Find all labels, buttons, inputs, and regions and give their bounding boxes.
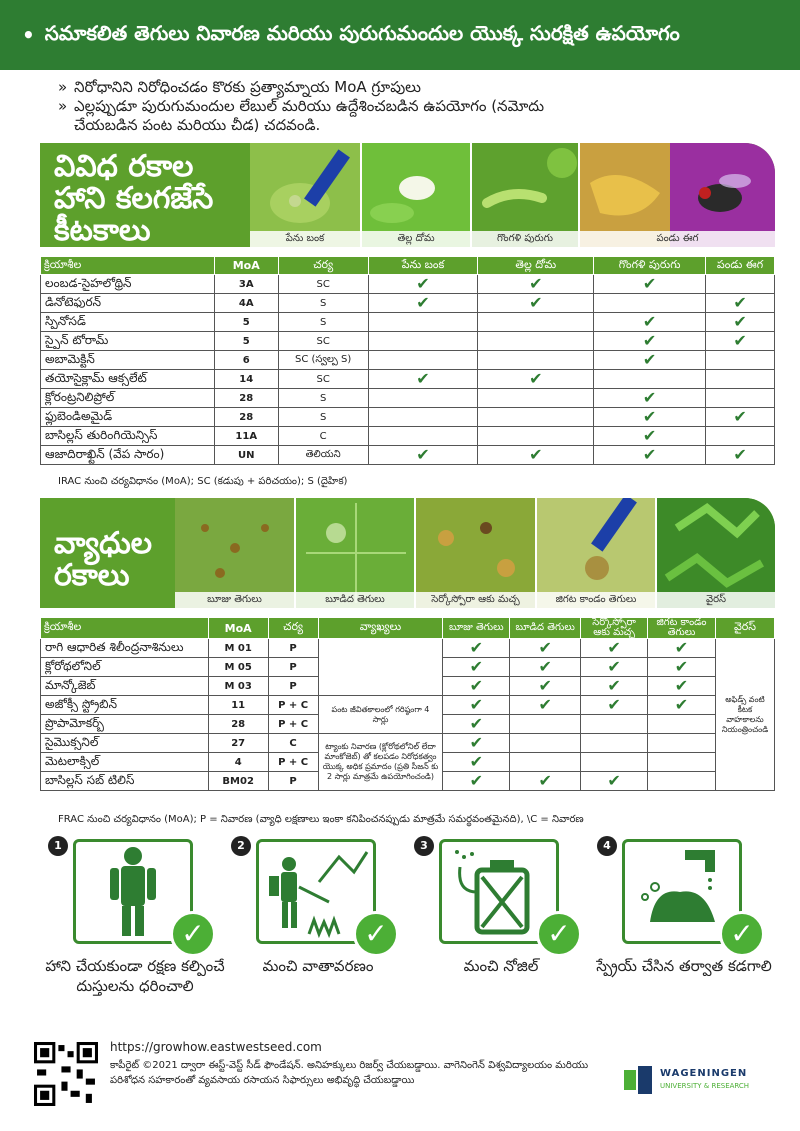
- check-cell: ✔: [510, 658, 581, 677]
- disease-note: FRAC నుంచి చర్యవిధానం (MoA); P = నివారణ (వ్యాధి లక్షణాలు ఇంకా కనిపించనప్పుడు మాత్రమే సమర్థవంతమైనది), \C = నివారణ: [58, 814, 584, 825]
- check-cell: [648, 734, 716, 753]
- check-icon: ✓: [536, 911, 582, 957]
- pests-banner: [40, 143, 775, 247]
- check-icon: ✓: [719, 911, 765, 957]
- disease-action-cell: P: [268, 772, 318, 791]
- disease-table-row: [41, 639, 775, 658]
- check-cell: [510, 734, 581, 753]
- pest-name-cell: డినోటెఫురన్: [41, 294, 215, 313]
- pest-name-cell: బాసిల్లస్ తురింగియెన్సిస్: [41, 427, 215, 446]
- check-cell: ✔: [706, 294, 775, 313]
- check-cell: [368, 332, 478, 351]
- disease-table: [40, 617, 775, 791]
- check-cell: ✔: [443, 658, 510, 677]
- pest-table-header: క్రియాశీల MoA చర్య పేను బంక తెల్ల దోమ గొంగళి పురుగు పండు ఈగ: [41, 257, 775, 275]
- pest-action-cell: S: [278, 313, 368, 332]
- check-cell: ✔: [368, 370, 478, 389]
- pest-table-row: [41, 294, 775, 313]
- check-cell: [368, 351, 478, 370]
- downy-mildew-photo: బూజు తెగులు: [175, 498, 296, 608]
- check-cell: ✔: [443, 715, 510, 734]
- pest-table-row: [41, 351, 775, 370]
- check-cell: [581, 715, 648, 734]
- check-cell: ✔: [443, 677, 510, 696]
- check-cell: ✔: [706, 408, 775, 427]
- check-cell: [706, 351, 775, 370]
- pests-section-title: వివిధ రకాల హాని కలగజేసే కీటకాలు: [54, 149, 214, 247]
- check-cell: ✔: [478, 294, 594, 313]
- disease-name-cell: సైమొక్సనిల్: [41, 734, 209, 753]
- check-cell: ✔: [478, 446, 594, 465]
- check-cell: ✔: [581, 639, 648, 658]
- pest-name-cell: ఫ్లుబెండిఅమైడ్: [41, 408, 215, 427]
- pest-name-cell: తయోసైక్లామ్ ఆక్సలేట్: [41, 370, 215, 389]
- caterpillar-photo: గొంగళి పురుగు: [472, 143, 580, 247]
- pest-name-cell: ఆజాదిరాఖ్టిన్ (వేప సారం): [41, 446, 215, 465]
- disease-moa-cell: M 05: [208, 658, 268, 677]
- disease-moa-cell: BM02: [208, 772, 268, 791]
- disease-action-cell: P: [268, 639, 318, 658]
- wageningen-logo: WAGENINGEN UNIVERSITY & RESEARCH: [624, 1066, 774, 1096]
- check-cell: ✔: [478, 370, 594, 389]
- pest-table-row: [41, 389, 775, 408]
- check-cell: ✔: [443, 734, 510, 753]
- check-cell: ✔: [368, 275, 478, 294]
- pest-table-row: [41, 446, 775, 465]
- pest-table-row: [41, 427, 775, 446]
- check-cell: [581, 753, 648, 772]
- disease-name-cell: అజోక్సీ స్ట్రోబిన్: [41, 696, 209, 715]
- intro-line-3: చేయబడిన పంట మరియు చీడ) చదవండి.: [74, 116, 321, 134]
- remark-cell-empty: [318, 639, 443, 696]
- check-cell: ✔: [510, 639, 581, 658]
- footer-copyright: కాపీరైట్ ©2021 ద్వారా ఈస్ట్-వెస్ట్ సీడ్ ఫౌండేషన్. అనిహక్కులు రిజర్వ్ చేయబడ్డాయి. వాగెనింగెన్ విశ్వవిద్యాలయం మరియు పరిశోధన సహకారంతో వ్యవసాయ రసాయన సిఫార్సులు అభివృద్ధి చేయబడ్డాయి: [110, 1060, 589, 1086]
- diseases-banner: [40, 498, 775, 608]
- check-cell: ✔: [648, 696, 716, 715]
- disease-moa-cell: M 03: [208, 677, 268, 696]
- check-cell: ✔: [368, 294, 478, 313]
- check-cell: [594, 294, 706, 313]
- pest-name-cell: స్పినోసడ్: [41, 313, 215, 332]
- disease-name-cell: బాసిల్లస్ సబ్ టిలిస్: [41, 772, 209, 791]
- disease-name-cell: మాన్కోజెబ్: [41, 677, 209, 696]
- check-cell: ✔: [594, 275, 706, 294]
- check-cell: ✔: [648, 639, 716, 658]
- check-cell: ✔: [594, 313, 706, 332]
- check-cell: [706, 389, 775, 408]
- aphid-photo: పేను బంక: [250, 143, 362, 247]
- check-cell: ✔: [443, 696, 510, 715]
- pest-moa-cell: 3A: [214, 275, 278, 294]
- pest-table-row: [41, 313, 775, 332]
- safety-steps: 1 ✓ హాని చేయకుండా రక్షణ కల్పించే దుస్తులను ధరించాలి 2 ✓ మంచి వాతావరణం 3 ✓ మంచి నోజిల్ 4 ✓ స్ప్రేయ్ చేసిన తర్వాత కడగాలి: [48, 836, 778, 1016]
- pest-action-cell: SC: [278, 370, 368, 389]
- check-cell: ✔: [594, 427, 706, 446]
- check-cell: [648, 715, 716, 734]
- check-cell: [368, 408, 478, 427]
- check-cell: [594, 370, 706, 389]
- check-cell: [478, 408, 594, 427]
- disease-moa-cell: 4: [208, 753, 268, 772]
- disease-table-row: [41, 696, 775, 715]
- pest-table-row: [41, 275, 775, 294]
- header-bullet: •: [22, 23, 35, 47]
- check-cell: [510, 753, 581, 772]
- disease-table-header: క్రియాశీల MoA చర్య వ్యాఖ్యలు బూజు తెగులు బూడిద తెగులు సెర్కోస్పోరా ఆకు మచ్చ జిగట కాండం తెగులు వైరస్: [41, 618, 775, 639]
- disease-action-cell: P + C: [268, 696, 318, 715]
- check-cell: ✔: [594, 351, 706, 370]
- arrow-icon: »: [58, 97, 68, 115]
- check-cell: [478, 351, 594, 370]
- intro-line-1: » నిరోధానిని నిరోధించడం కొరకు ప్రత్యామ్నాయ MoA గ్రూపులు: [58, 78, 421, 96]
- pest-action-cell: S: [278, 294, 368, 313]
- powdery-mildew-photo: బూడిద తెగులు: [296, 498, 416, 608]
- pest-action-cell: SC (స్వల్ప S): [278, 351, 368, 370]
- footer-url[interactable]: https://growhow.eastwestseed.com: [110, 1040, 322, 1054]
- pest-moa-cell: 28: [214, 408, 278, 427]
- pest-table-row: [41, 370, 775, 389]
- check-cell: [706, 370, 775, 389]
- check-cell: [706, 275, 775, 294]
- diseases-section-title: వ్యాధుల రకాలు: [54, 526, 153, 593]
- check-cell: ✔: [510, 772, 581, 791]
- pest-moa-cell: 5: [214, 313, 278, 332]
- check-cell: ✔: [648, 658, 716, 677]
- wageningen-logo-icon: [624, 1066, 654, 1094]
- check-cell: ✔: [648, 677, 716, 696]
- pest-note: IRAC నుంచి చర్యవిధానం (MoA); SC (కడుపు + పరిచయం); S (దైహిక): [58, 476, 348, 487]
- check-cell: ✔: [706, 446, 775, 465]
- check-cell: ✔: [510, 677, 581, 696]
- check-cell: [368, 313, 478, 332]
- check-cell: [478, 389, 594, 408]
- check-cell: ✔: [581, 677, 648, 696]
- check-cell: ✔: [594, 389, 706, 408]
- pest-moa-cell: 28: [214, 389, 278, 408]
- check-cell: [648, 753, 716, 772]
- check-cell: ✔: [443, 753, 510, 772]
- check-icon: ✓: [353, 911, 399, 957]
- pest-action-cell: SC: [278, 332, 368, 351]
- disease-moa-cell: 27: [208, 734, 268, 753]
- pest-name-cell: స్పైన్ టోరామ్: [41, 332, 215, 351]
- arrow-icon: »: [58, 78, 68, 96]
- pest-table-row: [41, 332, 775, 351]
- check-cell: ✔: [594, 446, 706, 465]
- pest-name-cell: లంబడ-సైహలోథ్రిన్: [41, 275, 215, 294]
- disease-action-cell: P + C: [268, 715, 318, 734]
- pest-moa-cell: 14: [214, 370, 278, 389]
- disease-name-cell: మెటలాక్సిల్: [41, 753, 209, 772]
- check-cell: ✔: [443, 639, 510, 658]
- check-cell: [706, 427, 775, 446]
- pest-table-row: [41, 408, 775, 427]
- gummy-stem-photo: జిగట కాండం తెగులు: [537, 498, 657, 608]
- disease-action-cell: P: [268, 677, 318, 696]
- check-icon: ✓: [170, 911, 216, 957]
- pest-action-cell: S: [278, 408, 368, 427]
- disease-action-cell: C: [268, 734, 318, 753]
- disease-moa-cell: M 01: [208, 639, 268, 658]
- check-cell: ✔: [510, 696, 581, 715]
- check-cell: ✔: [443, 772, 510, 791]
- check-cell: [368, 427, 478, 446]
- check-cell: ✔: [706, 332, 775, 351]
- pest-name-cell: అబామెక్టిన్: [41, 351, 215, 370]
- page-title: సమాకలిత తెగులు నివారణ మరియు పురుగుమందుల యొక్క సురక్షిత ఉపయోగం: [44, 20, 680, 45]
- disease-action-cell: P + C: [268, 753, 318, 772]
- pest-action-cell: S: [278, 389, 368, 408]
- check-cell: [510, 715, 581, 734]
- check-cell: [368, 389, 478, 408]
- remark-max-4-times: పంట జీవితకాలంలో గరిష్ఠంగా 4 సార్లు: [318, 696, 443, 734]
- check-cell: ✔: [581, 658, 648, 677]
- pest-action-cell: C: [278, 427, 368, 446]
- pest-action-cell: తెలియని: [278, 446, 368, 465]
- pest-action-cell: SC: [278, 275, 368, 294]
- check-cell: ✔: [594, 408, 706, 427]
- check-cell: ✔: [706, 313, 775, 332]
- check-cell: ✔: [581, 772, 648, 791]
- cercospora-photo: సెర్కోస్పోరా ఆకు మచ్చ: [416, 498, 537, 608]
- check-cell: ✔: [581, 696, 648, 715]
- disease-table-row: [41, 734, 775, 753]
- check-cell: [478, 427, 594, 446]
- pest-moa-cell: 5: [214, 332, 278, 351]
- intro-line-2: » ఎల్లప్పుడూ పురుగుమందుల లేబుల్ మరియు ఉద్దేశించబడిన ఉపయోగం (నమోదు: [58, 97, 545, 115]
- whitefly-photo: తెల్ల దోమ: [362, 143, 472, 247]
- disease-action-cell: P: [268, 658, 318, 677]
- pest-moa-cell: UN: [214, 446, 278, 465]
- disease-name-cell: క్లోరోథలోనిల్: [41, 658, 209, 677]
- disease-name-cell: రాగి ఆధారిత శిలీంద్రనాశినులు: [41, 639, 209, 658]
- pest-moa-cell: 11A: [214, 427, 278, 446]
- disease-moa-cell: 28: [208, 715, 268, 734]
- check-cell: [581, 734, 648, 753]
- page-header: [0, 0, 800, 70]
- pest-moa-cell: 4A: [214, 294, 278, 313]
- check-cell: [478, 313, 594, 332]
- disease-moa-cell: 11: [208, 696, 268, 715]
- pest-name-cell: క్లోరంట్రనిలిప్రోల్: [41, 389, 215, 408]
- virus-note-cell: అఫిడ్స్ వంటి కీటక వాహకాలను నియంత్రించండి: [715, 639, 774, 791]
- pest-moa-cell: 6: [214, 351, 278, 370]
- fruitfly-photo: పండు ఈగ: [580, 143, 775, 247]
- virus-photo: వైరస్: [657, 498, 775, 608]
- check-cell: [478, 332, 594, 351]
- remark-tank-mix: ట్యాంకు నివారణ (క్లోరోథలోనిల్ లేదా మాంకోజెబ్) తో కలపడం నిరోధకత్వం యొక్క అధిక ప్రమాదం (ప్రతి సీజన్ కు 2 సార్లు మాత్రమే ఉపయోగించండి): [318, 734, 443, 791]
- check-cell: [648, 772, 716, 791]
- pest-table: [40, 256, 775, 465]
- intro-text: [58, 78, 778, 135]
- check-cell: ✔: [368, 446, 478, 465]
- qr-code[interactable]: [34, 1042, 98, 1106]
- check-cell: ✔: [478, 275, 594, 294]
- check-cell: ✔: [594, 332, 706, 351]
- disease-name-cell: ప్రొపామోకర్బ్: [41, 715, 209, 734]
- footer: [34, 1038, 774, 1118]
